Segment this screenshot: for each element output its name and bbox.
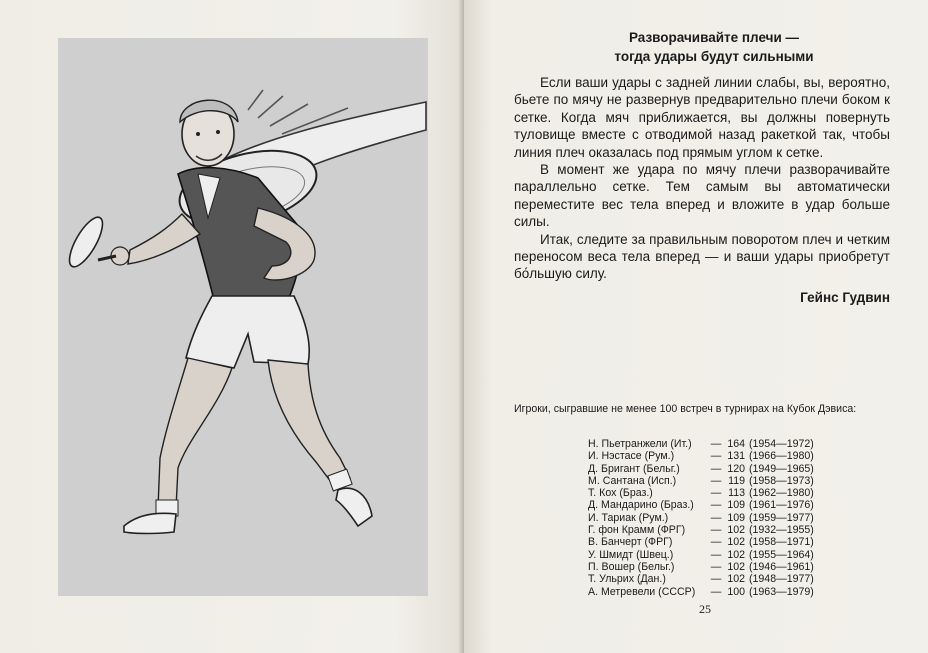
table-row	[588, 536, 814, 548]
table-row	[588, 586, 814, 598]
career-years: (1962—1980)	[749, 487, 814, 500]
table-row	[588, 573, 814, 585]
player-name: Д. Мандарино (Браз.)	[588, 499, 694, 512]
dash-separator: —	[710, 524, 722, 537]
table-row	[588, 499, 814, 511]
career-years: (1946—1961)	[749, 560, 814, 573]
dash-separator: —	[710, 536, 722, 549]
player-name: Д. Бригант (Бельг.)	[588, 462, 680, 475]
table-row	[588, 487, 814, 499]
table-row	[588, 524, 814, 536]
match-count: 113	[728, 487, 745, 500]
match-count: 120	[727, 462, 745, 475]
player-name: И. Тариак (Рум.)	[588, 511, 669, 524]
player-name: Т. Кох (Браз.)	[588, 487, 653, 500]
match-count: 102	[727, 548, 745, 561]
match-count: 100	[727, 585, 745, 598]
table-row	[588, 450, 814, 462]
player-name: А. Метревели (СССР)	[588, 585, 696, 598]
career-years: (1959—1977)	[749, 511, 814, 524]
players-table	[588, 438, 814, 598]
dash-separator: —	[710, 511, 722, 524]
dash-separator: —	[710, 474, 722, 487]
match-count: 102	[727, 573, 745, 586]
career-years: (1966—1980)	[749, 450, 814, 463]
player-name: П. Вошер (Бельг.)	[588, 560, 675, 573]
career-years: (1949—1965)	[749, 462, 814, 475]
dash-separator: —	[710, 548, 722, 561]
dash-separator: —	[710, 487, 722, 500]
dash-separator: —	[710, 450, 722, 463]
career-years: (1948—1977)	[749, 573, 814, 586]
match-count: 131	[727, 450, 745, 463]
career-years: (1961—1976)	[749, 499, 814, 512]
career-years: (1955—1964)	[749, 548, 814, 561]
dash-separator: —	[710, 585, 722, 598]
player-name: Г. фон Крамм (ФРГ)	[588, 524, 686, 537]
career-years: (1932—1955)	[749, 524, 814, 537]
dash-separator: —	[710, 573, 722, 586]
match-count: 109	[727, 511, 745, 524]
table-row	[588, 438, 814, 450]
career-years: (1954—1972)	[749, 438, 814, 450]
dash-separator: —	[710, 560, 722, 573]
tennis-player-illustration	[58, 38, 428, 596]
dash-separator: —	[710, 462, 722, 475]
heading-line-2: тогда удары будут сильными	[614, 49, 814, 64]
table-row	[588, 549, 814, 561]
player-name: Т. Ульрих (Дан.)	[588, 573, 666, 586]
paragraph: В момент же удара по мячу плечи разворачивайте параллельно сетке. Тем самым вы автоматически переместите вес тела вперед и вложите в удар больше силы.	[514, 162, 890, 230]
table-row	[588, 512, 814, 524]
player-name: В. Банчерт (ФРГ)	[588, 536, 673, 549]
player-name: У. Шмидт (Швец.)	[588, 548, 674, 561]
player-name: М. Сантана (Исп.)	[588, 474, 677, 487]
match-count: 109	[727, 499, 745, 512]
table-row	[588, 475, 814, 487]
table-row	[588, 561, 814, 573]
player-name: Н. Пьетранжели (Ит.)	[588, 438, 692, 450]
career-years: (1958—1971)	[749, 536, 814, 549]
author-name: Гейнс Гудвин	[800, 290, 890, 305]
match-count: 119	[728, 474, 745, 487]
career-years: (1958—1973)	[749, 474, 814, 487]
heading-line-1: Разворачивайте плечи —	[628, 30, 800, 45]
table-row	[588, 463, 814, 475]
career-years: (1963—1979)	[749, 585, 814, 598]
tennis-player-icon	[58, 38, 428, 596]
dash-separator: —	[710, 499, 722, 512]
page-number: 25	[699, 602, 711, 616]
article-heading	[540, 28, 888, 66]
paragraph: Если ваши удары с задней линии слабы, вы, вероятно, бьете по мячу не развернув предварительно плечи боком к сетке. Когда мяч приближается, вы должны повернуть туловище вместе с отводимой назад ракеткой так, чтобы линия плеч оказалась под прямым углом к сетке.	[514, 75, 890, 160]
dash-separator: —	[710, 438, 722, 450]
article-body	[514, 74, 890, 283]
match-count: 102	[727, 560, 745, 573]
players-intro: Игроки, сыгравшие не менее 100 встреч в турнирах на Кубок Дэвиса:	[514, 403, 857, 415]
paragraph: Итак, следите за правильным поворотом плеч и четким переносом веса тела вперед — и ваши удары приобретут бо́льшую силу.	[514, 231, 890, 282]
match-count: 102	[727, 536, 745, 549]
match-count: 164	[727, 438, 745, 450]
match-count: 102	[727, 524, 745, 537]
player-name: И. Нэстасе (Рум.)	[588, 450, 675, 463]
